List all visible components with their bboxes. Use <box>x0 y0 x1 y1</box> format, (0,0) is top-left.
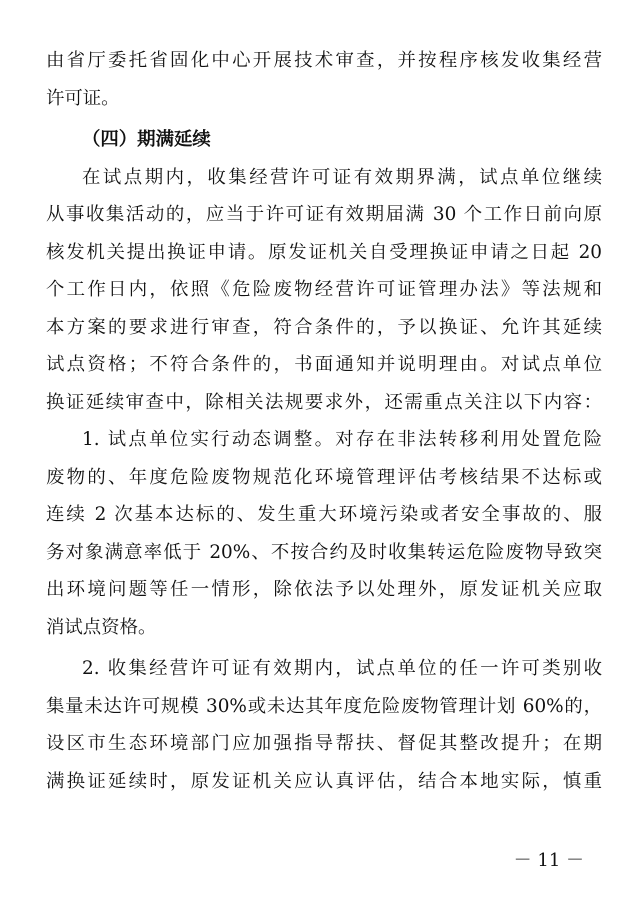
text-line: 换证延续审查中，除相关法规要求外，还需重点关注以下内容： <box>46 391 602 413</box>
text-line: 从事收集活动的，应当于许可证有效期届满 30 个工作日前向原 <box>46 204 602 225</box>
text-line: 个工作日内，依照《危险废物经营许可证管理办法》等法规和 <box>46 279 602 300</box>
paragraph-continuation <box>46 42 602 117</box>
paragraph-renewal-intro <box>46 159 602 422</box>
paragraph-item-2 <box>46 650 602 800</box>
text-line: 连续 2 次基本达标的、发生重大环境污染或者安全事故的、服 <box>46 504 602 525</box>
text-line: 集量未达许可规模 30%或未达其年度危险废物管理计划 60%的， <box>46 695 602 717</box>
text-line: 1. 试点单位实行动态调整。对存在非法转移利用处置危险 <box>82 429 602 450</box>
text-line: 2. 收集经营许可证有效期内，试点单位的任一许可类别收 <box>82 658 602 679</box>
text-line: 试点资格；不符合条件的，书面通知并说明理由。对试点单位 <box>46 354 602 375</box>
section-heading: （四）期满延续 <box>82 129 211 150</box>
text-line: 废物的、年度危险废物规范化环境管理评估考核结果不达标或 <box>46 466 602 488</box>
text-line: 由省厅委托省固化中心开展技术审查，并按程序核发收集经营 <box>46 50 602 71</box>
text-line: 核发机关提出换证申请。原发证机关自受理换证申请之日起 20 <box>46 241 602 263</box>
text-line: 本方案的要求进行审查，符合条件的，予以换证、允许其延续 <box>46 316 602 338</box>
text-line: 消试点资格。 <box>46 616 157 638</box>
text-line: 在试点期内，收集经营许可证有效期界满，试点单位继续 <box>82 166 602 188</box>
document-body <box>46 42 602 800</box>
paragraph-item-1 <box>46 421 602 646</box>
text-line: 满换证延续时，原发证机关应认真评估，结合本地实际，慎重 <box>46 770 602 792</box>
page-number: － 11 － <box>513 850 584 871</box>
text-line: 设区市生态环境部门应加强指导帮扶、督促其整改提升；在期 <box>46 733 602 754</box>
text-line: 许可证。 <box>46 87 120 109</box>
text-line: 出环境问题等任一情形，除依法予以处理外，原发证机关应取 <box>46 579 602 600</box>
text-line: 务对象满意率低于 20%、不按合约及时收集转运危险废物导致突 <box>46 541 602 563</box>
